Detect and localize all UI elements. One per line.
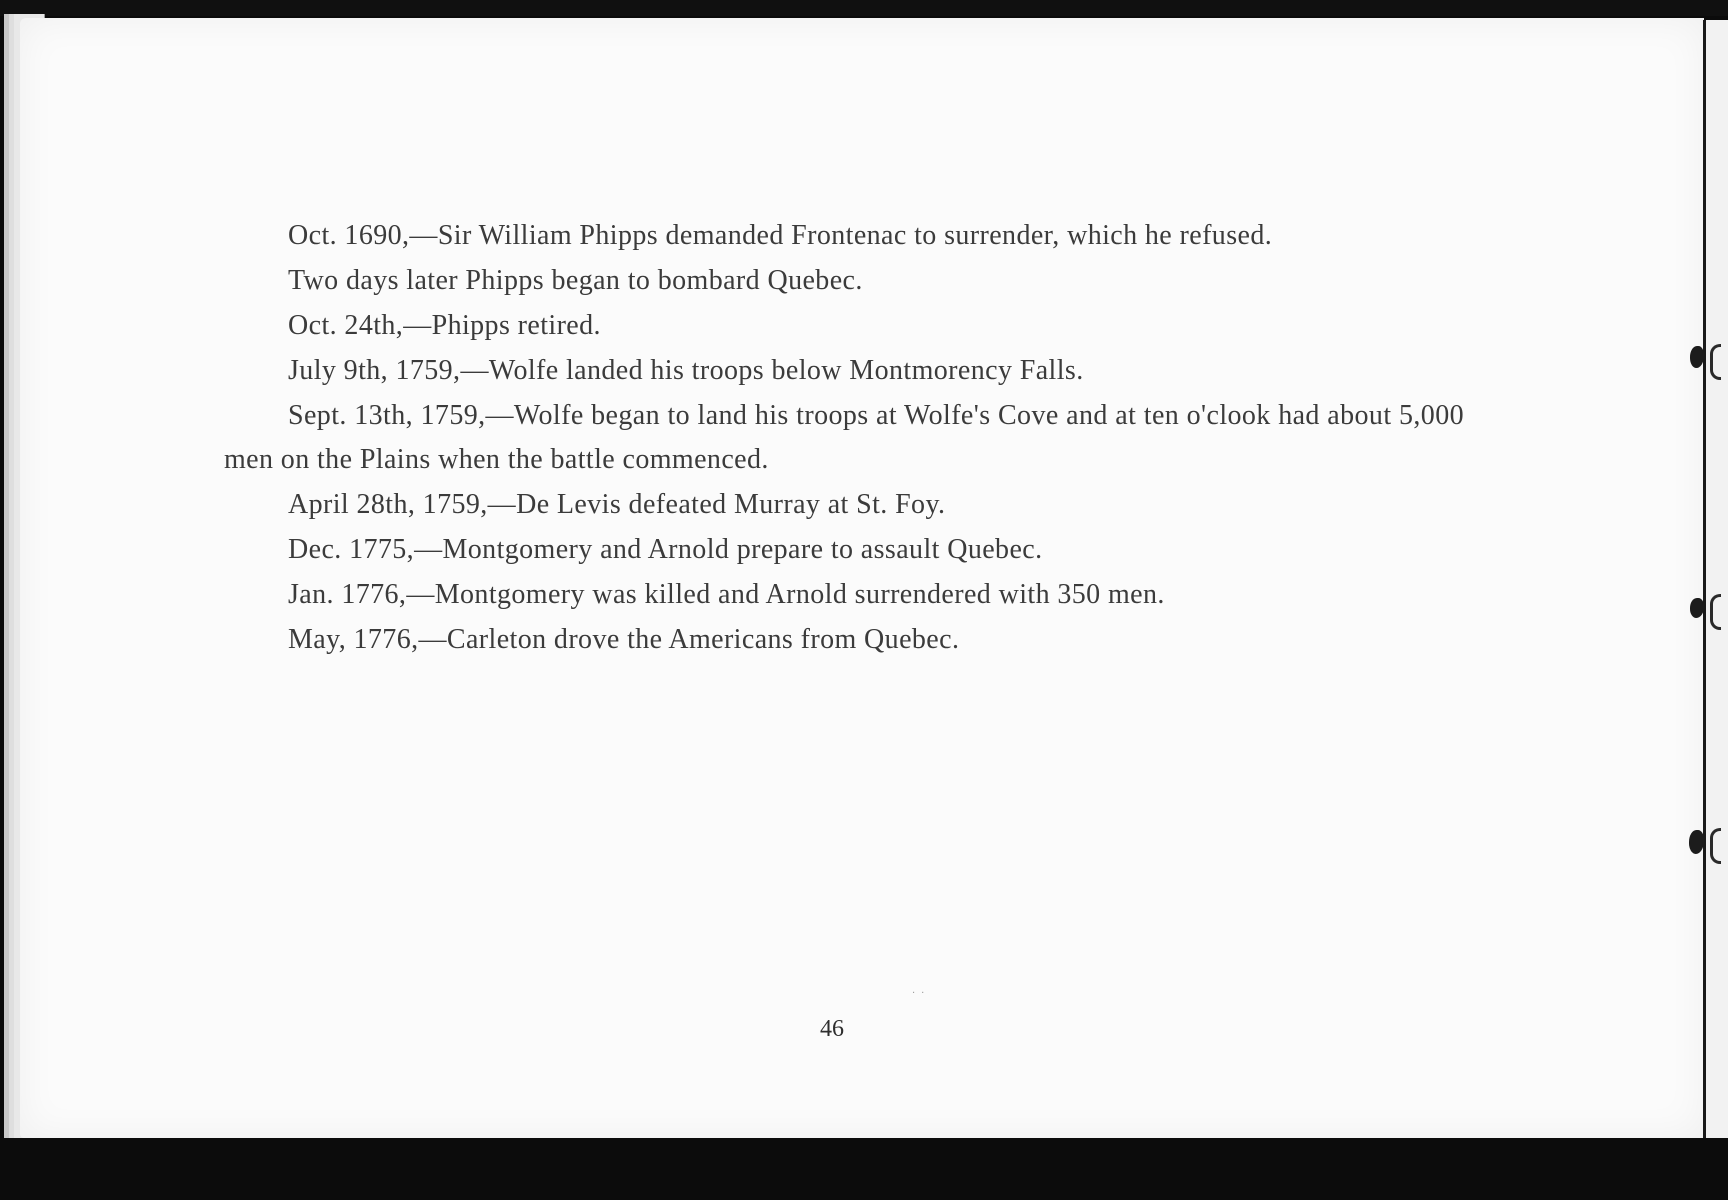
bracket-mark	[1710, 828, 1721, 864]
entry-carleton: May, 1776,—Carleton drove the Americans from Quebec.	[288, 624, 960, 655]
entry-phipps-retired: Oct. 24th,—Phipps retired.	[288, 310, 601, 341]
entry-1690-phipps-demand: Oct. 1690,—Sir William Phipps demanded Frontenac to surrender, which he refused.	[288, 220, 1273, 251]
entry-montgomery-arnold: Dec. 1775,—Montgomery and Arnold prepare to assault Quebec.	[288, 534, 1043, 565]
entry-st-foy: April 28th, 1759,—De Levis defeated Murray at St. Foy.	[288, 489, 946, 520]
scan-top-shadow	[0, 0, 1728, 16]
entry-bombard-quebec: Two days later Phipps began to bombard Quebec.	[288, 265, 863, 296]
page-number: 46	[820, 1016, 844, 1042]
facing-page-edge	[1703, 20, 1728, 1170]
entry-wolfes-cove: Sept. 13th, 1759,—Wolfe began to land his troops at Wolfe's Cove and at ten o'clook had about 5,000 men on the Plains when the battle commenced.	[224, 400, 1464, 475]
scan-bottom-shadow	[0, 1138, 1728, 1200]
bracket-mark	[1710, 594, 1721, 630]
entry-montgomery-killed: Jan. 1776,—Montgomery was killed and Arnold surrendered with 350 men.	[288, 579, 1165, 610]
paper-specks: ··	[912, 988, 931, 999]
chronology-text	[224, 214, 1464, 663]
entry-wolfe-landed: July 9th, 1759,—Wolfe landed his troops below Montmorency Falls.	[288, 355, 1084, 386]
bracket-mark	[1710, 344, 1721, 380]
